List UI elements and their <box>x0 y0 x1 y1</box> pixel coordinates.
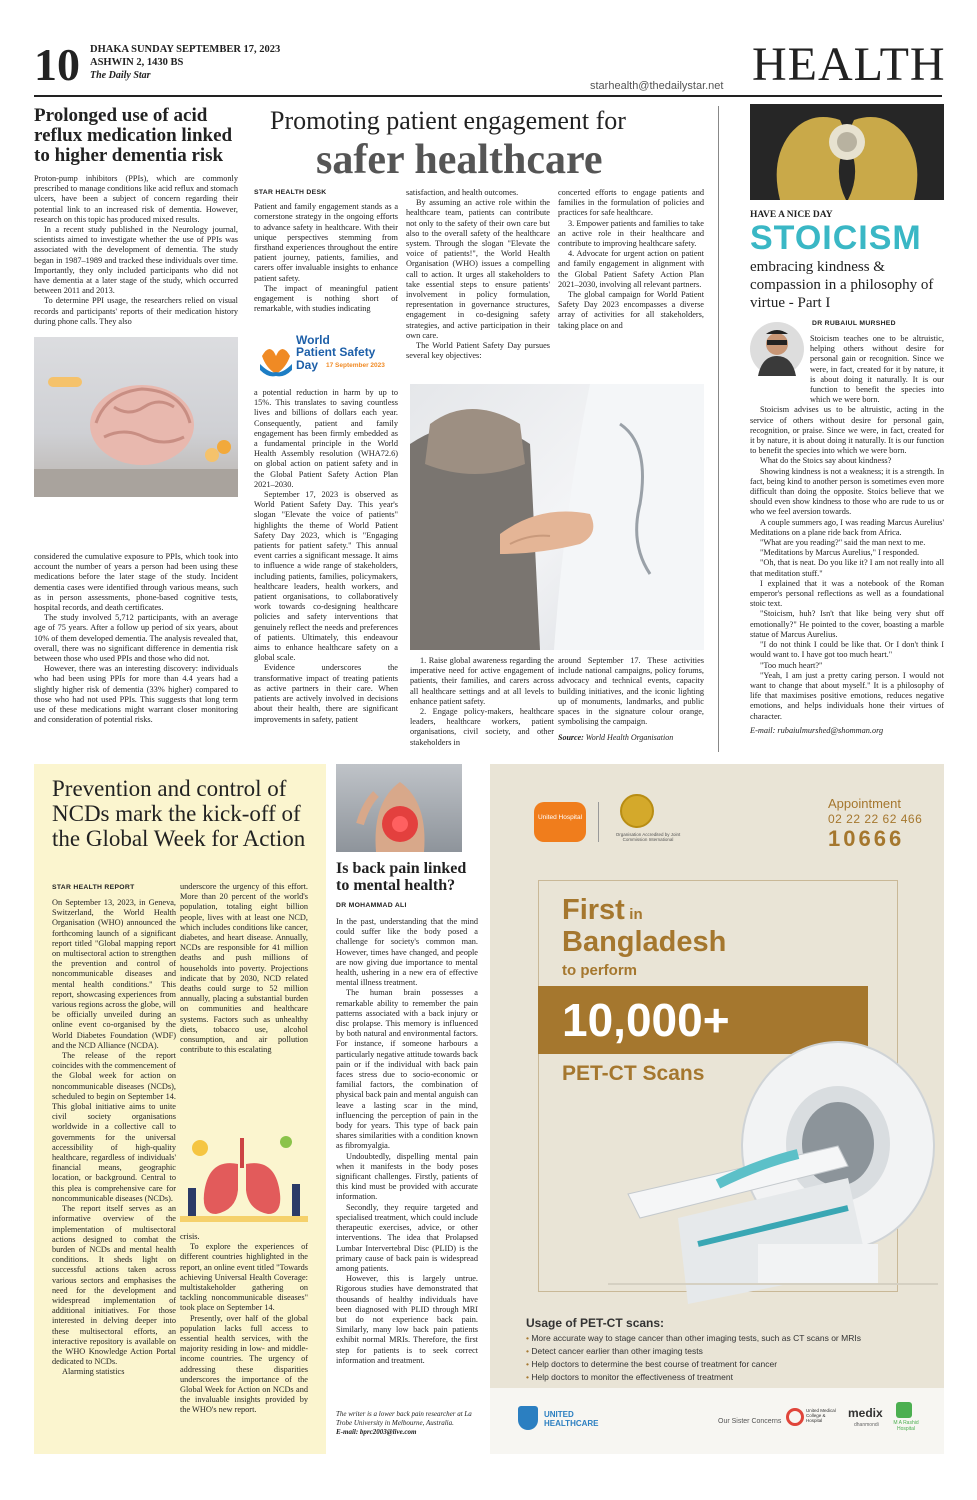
promo-m3: Evidence underscores the transformative impact of treating patients as active partners in their care. When patients are actively involved in decisions about their health, there are significant improvements in safety, patient <box>254 663 398 724</box>
wpsd-logo <box>256 328 400 382</box>
back-p5: However, this is largely untrue. Rigorous studies have demonstrated that thousands of healthy individuals have been diagnosed with PLID through MRI but do not experience back pain. Similarly, many low back pain patients exhibit normal MRIs. Therefore, the first step for patients is to seek correct information and treatment. <box>336 1274 478 1365</box>
ncd-headline: Prevention and control of NCDs mark the kick-off of the Global Week for Action <box>52 776 306 851</box>
ncd-a1: On September 13, 2023, in Geneva, Switzerland, the World Health Organisation (WHO) announced the forthcoming launch of a significant report titled "Global mapping report on multisectoral action to strengthen the prevention and control of noncommunicable diseases and mental health conditions." This report, showcasing experiences from various regions across the globe, will be officially unveiled during an online event co-organised by the World Diabetes Foundation (WDF) and the NCD Alliance (NCDA). <box>52 898 176 1050</box>
stoic-p13: "Yeah, I am just a pretty caring person. I would not want to change that about myself." It is a philosophy of life that maximises positive emotions, reduces negative emotions, and helps individuals hone their virtues of character. <box>750 670 944 721</box>
jci-text: Organisation Accredited by Joint Commission International <box>615 832 681 842</box>
ad-first: First <box>562 894 625 926</box>
appointment-label: Appointment <box>828 796 901 811</box>
wpsd-world: World <box>296 333 330 347</box>
united-logo <box>534 802 586 842</box>
wpsd-patient: Patient Safety <box>296 345 376 359</box>
ad-footer <box>490 1388 944 1454</box>
paper-name: The Daily Star <box>90 70 151 81</box>
stoic-p6: "What are you reading?" said the man next to me. <box>760 538 926 548</box>
ncd-b4: Presently, over half of the global population lacks full access to essential health services, with the majority residing in low- and middle-income countries. The urgency of addressing these disparities underscores the importance of the Global Week for Action on NCDs and the invaluable insights provided by the WHO's new report. <box>180 1313 308 1415</box>
promo-c3c: 4. Advocate for urgent action on patient and family engagement in alignment with the Global Patient Safety Action Plan 2021–2030, involving all relevant partners. <box>558 249 704 289</box>
stoic-p4: Showing kindness is not a weakness; it is a strength. In fact, being kind to another person is sometimes even more difficult than doing the opposite. Stoics believe that we should even show kindness to those who are rude to us or who we feel aversion towards. <box>750 466 944 517</box>
page-number: 10 <box>34 39 80 90</box>
masthead-rule <box>34 95 942 97</box>
acid-continued <box>34 552 238 752</box>
usage-list <box>526 1332 926 1384</box>
back-byline: DR MOHAMMAD ALI <box>336 902 407 909</box>
promo-c1b: The impact of meaningful patient engagement is nothing short of remarkable, with studies indicating <box>254 283 398 314</box>
promo-b2: 2. Engage policy-makers, healthcare leaders, healthcare workers, patient organisations, civil society, and other stakeholders in <box>410 707 554 747</box>
lungs-icon <box>180 1118 308 1228</box>
lungs-illustration <box>180 1118 308 1228</box>
ncd-byline: STAR HEALTH REPORT <box>52 884 135 891</box>
promo-headline-big: safer healthcare <box>316 137 603 183</box>
date-line: DHAKA SUNDAY SEPTEMBER 17, 2023 <box>90 44 281 55</box>
sister-sub-2: dhanmondi <box>854 1422 879 1428</box>
promo-c3: concerted efforts to engage patients and families in the formulation of policies and practices for safe healthcare. <box>558 188 704 218</box>
united-logo-text: United Hospital <box>537 814 583 821</box>
ncd-b3: To explore the experiences of different countries highlighted in the report, an online event titled "Towards achieving Universal Health Coverage: multistakeholder gathering on tackling noncommunicable diseases" took place on September 14. <box>180 1242 308 1313</box>
ad-logo-divider <box>598 802 599 842</box>
acid-p3: To determine PPI usage, the researchers relied on visual records and participants' reports of their medication history during phone calls. They also <box>34 296 238 326</box>
ncd-a3: The report itself serves as an informative overview of the implementation of multisectoral actions designed to combat the burden of NCDs and mental health conditions. It sheds light on successful actions taken across various sectors and emphasises the need for the development and widespread implementation of additional initiatives. For those interested in delving deeper into these multisectoral efforts, an interactive repository is available on the WHO Knowledge Action Portal dedicated to NCDs. <box>52 1204 176 1367</box>
promo-source: World Health Organisation <box>585 733 674 743</box>
stoic-p7: "Meditations by Marcus Aurelius," I responded. <box>760 548 920 558</box>
back-pain-icon <box>336 764 462 852</box>
promo-m2: September 17, 2023 is observed as World Patient Safety Day. This year's slogan "Elevate the voice of patients" highlights the theme of World Patient Safety Day 2023, which is "Engaging patients for patient safety." This annual event carries a significant message. It aims to influence a wide range of stakeholders, including patients, families, policymakers, healthcare leaders, health workers, and patient organisations, to collaboratively work towards co-designing healthcare policies and safety interventions that genuinely reflect the needs and preferences of patients. Ultimately, this endeavour aims to enhance healthcare safety on a global scale. <box>254 490 398 663</box>
ncd-b1: underscore the urgency of this effort. More than 20 percent of the world's population, totaling eight billion people, lives with at least one NCD, which includes conditions like cancer, diabetes, and heart disease. Annually, NCDs are responsible for 41 million deaths and push millions of households into poverty. Projections indicate that by 2030, NCD related deaths could surge to 52 million annually, placing a substantial burden on communities and healthcare systems. Factors such as unhealthy diets, tobacco use, alcohol consumption, and air pollution contribute to this escalating <box>180 882 308 1055</box>
promo-headline-top: Promoting patient engagement for <box>270 106 626 135</box>
jci-seal <box>620 794 654 828</box>
pet-ct-scanner-image <box>608 1034 938 1304</box>
sister-name-2: medix <box>848 1406 883 1420</box>
stoic-p10: "Stoicism, huh? Isn't that like being very shut off emotionally?" He pointed to the cover, boasting a marble statue of Marcus Aurelius. <box>750 609 944 639</box>
appointment-phone[interactable]: 02 22 22 62 466 <box>828 812 923 826</box>
bullet-icon: • <box>526 1372 532 1382</box>
acid-p6: However, there was an interesting discovery: individuals who had been using PPIs for more than 4.4 years had a slightly higher risk of dementia (33% higher) compared to those who had not used PPIs. This suggests that long term use of these medications might warrant closer monitoring and consideration of potential risks. <box>34 664 238 725</box>
promo-c2b: By assuming an active role within the healthcare team, patients can contribute not only to the safety of their own care but also to the overall safety of the healthcare system. Through the slogan "Elevate the voice of patients!", the World Health Organisation (WHO) issues a compelling call to action. It urges all stakeholders to take essential steps to ensure patients' involvement in policy formulation, representation in governance structures, engagement in co-designing safety strategies, and active participation in their own care. <box>406 198 550 340</box>
bullet-icon: • <box>526 1359 532 1369</box>
promo-c3b: 3. Empower patients and families to take an active role in their healthcare and contribute to improving healthcare safety. <box>558 218 704 249</box>
back-author-note: The writer is a lower back pain researcher at La Trobe University in Melbourne, Australia. <box>336 1410 472 1427</box>
ad-country: Bangladesh <box>562 926 727 958</box>
pet-ct-scanner-icon <box>608 1034 938 1304</box>
back-article <box>336 764 478 1464</box>
wpsd-day: Day <box>296 358 319 372</box>
usage-item: • More accurate way to stage cancer than other imaging tests, such as CT scans or MRIs <box>526 1333 861 1343</box>
promo-c2: satisfaction, and health outcomes. <box>406 188 519 197</box>
back-headline: Is back pain linked to mental health? <box>336 860 467 894</box>
stoic-p11: "I do not think I could be like that. Or I don't think I would want to. I have got too much heart." <box>750 640 944 660</box>
patient-care-photo <box>410 384 704 650</box>
contact-email[interactable]: starhealth@thedailystar.net <box>590 80 724 92</box>
acid-p1: Proton-pump inhibitors (PPIs), which are commonly prescribed to manage conditions like acid reflux and stomach ulcers, have been a subject of concern regarding their potential link to an increased risk of dementia. However, research on this topic has produced mixed results. <box>34 174 238 224</box>
promo-c1: Patient and family engagement stands as a cornerstone strategy in the ongoing efforts to advance safety in healthcare. With their unique perspectives stemming from firsthand experiences throughout the entire patient journey, patients, families, and carers offer invaluable insights to enhance patient safety. <box>254 202 398 283</box>
stoic-p1: Stoicism teaches one to be altruistic, helping others without desire for personal gain or recognition. Since we were, in fact, created for it by nature, it is about doing it naturally. It is our function to benefit the species into which we were born. <box>810 334 944 405</box>
usage-title: Usage of PET-CT scans: <box>526 1316 665 1330</box>
ncd-a4: Alarming statistics <box>62 1367 125 1377</box>
united-healthcare-logo <box>518 1406 538 1430</box>
stoic-p5: A couple summers ago, I was reading Marcus Aurelius' Meditations on a plane ride back from Africa. <box>750 517 944 537</box>
back-p4: Secondly, they require targeted and specialised treatment, which could include therapeutic exercises, advice, or other interventions. The idea that Prolapsed Lumbar Intervertebral Disc (PLID) is the primary cause of back pain is widespread among patients. <box>336 1202 478 1273</box>
stoic-p3: What do the Stoics say about kindness? <box>760 456 892 466</box>
united-healthcare-text: UNITED HEALTHCARE <box>544 1410 599 1428</box>
brain-model-icon <box>34 337 238 497</box>
back-email[interactable]: E-mail: bprc2003@live.com <box>336 1428 417 1436</box>
back-p3: Undoubtedly, dispelling mental pain when it manifests in the body poses significant challenges. Firstly, patients of this kind must be provided with accurate information. <box>336 1151 478 1202</box>
column-divider <box>718 106 719 752</box>
sister-label: Our Sister Concerns <box>718 1418 782 1425</box>
stoic-title: STOICISM <box>750 219 922 257</box>
stoic-p8: "Oh, that is neat. Do you like it? I am not really into all that meditation stuff." <box>750 558 944 578</box>
back-pain-photo <box>336 764 462 852</box>
ad-number: 10,000+ <box>562 994 730 1046</box>
stoic-byline: DR RUBAIUL MURSHED <box>812 320 896 327</box>
acid-p4: considered the cumulative exposure to PPIs, which took into account the number of years a person had been using these medications before the later stage of the study. Incident dementia cases were identified through various means, such as in person assessments, phone-based cognitive tests, hospital records, and death certificates. <box>34 552 238 613</box>
usage-item: • Help doctors to determine the best course of treatment for cancer <box>526 1359 778 1369</box>
back-p1: In the past, understanding that the mind could suffer like the body posed a challenge for society's common man. However, times have changed, and people are now giving due importance to mental health, ushering in a new era of effective mental illness treatment. <box>336 917 478 988</box>
promo-b3: around September 17. These activities include national campaigns, policy forums, advocacy and technical events, capacity building initiatives, and the iconic lighting up of monuments, landmarks, and public spaces in the signature colour orange, symbolising the campaign. <box>558 656 704 727</box>
brain-photo <box>34 337 238 497</box>
usage-item: • Detect cancer earlier than other imaging tests <box>526 1346 703 1356</box>
doctor-patient-illustration <box>410 384 704 650</box>
bullet-icon: • <box>526 1333 532 1343</box>
sister-name-3: M A Rashid Hospital <box>893 1420 919 1432</box>
sister-logo-1 <box>786 1408 804 1426</box>
promo-c2c: The World Patient Safety Day pursues several key objectives: <box>406 341 550 361</box>
wpsd-date: 17 September 2023 <box>326 362 385 369</box>
ad-scans: PET-CT Scans <box>562 1062 705 1085</box>
stoic-p12: "Too much heart?" <box>760 660 823 670</box>
united-hospital-ad[interactable] <box>490 764 944 1454</box>
acid-p2: In a recent study published in the Neurology journal, scientists aimed to investigate whether the use of PPIs was associated with the development of dementia. The study began in 1987–1989 and tracked these individuals over time. Importantly, they only included participants who did not have dementia at a later stage of the study, which occurred between 2011 and 2013. <box>34 225 238 296</box>
stoic-article <box>750 104 944 754</box>
hotline-number[interactable]: 10666 <box>828 826 905 851</box>
bullet-icon: • <box>526 1346 532 1356</box>
acid-p5: The study involved 5,712 participants, with an average age of 75 years. After a follow up period of six years, about 10% of them developed dementia. The analysis revealed that, overall, there was no significant difference in dementia risk between those who used PPIs and those who did not. <box>34 613 238 664</box>
sister-name-1: United Medical College & Hospital <box>806 1408 836 1423</box>
stoic-p9: I explained that it was a notebook of the Roman emperor's personal reflections as well as a foundational stoic text. <box>750 578 944 609</box>
section-title: HEALTH <box>752 38 946 91</box>
back-p2: The human brain possesses a remarkable ability to remember the pain patterns associated with a back injury or disc prolapse. This memory is influenced by both natural and environmental factors. For instance, if someone harbours a particularly negative attitude towards back pain or if the individual with back pain faces stress due to socio-economic or familial factors, the combination of physical back pain and mental anguish can leave a lasting scar in the mind, influencing the perception of pain in the body for years. This type of back pain shares similarities with a condition known as fibromyalgia. <box>336 988 478 1151</box>
stoic-subtitle: embracing kindness & compassion in a philosophy of virtue - Part I <box>750 259 934 311</box>
acid-headline: Prolonged use of acid reflux medication linked to higher dementia risk <box>34 105 233 166</box>
stoic-kicker: HAVE A NICE DAY <box>750 210 833 220</box>
promo-article <box>254 106 710 756</box>
source-label: Source: <box>558 733 584 743</box>
promo-m1: a potential reduction in harm by up to 15%. This translates to saving countless lives and billions of dollars each year. Consequently, patient and family engagement has been firmly embedded as a fundamental principle in the World Health Assembly resolution (WHA72.6) on global action on patient safety and in the Global Patient Safety Action Plan 2021–2030. <box>254 388 398 489</box>
hands-heart-icon <box>258 336 294 376</box>
promo-c3d: The global campaign for World Patient Safety Day 2023 encompasses a diverse array of activities for all stakeholders, taking place on and <box>558 290 704 330</box>
stoic-email[interactable]: E-mail: rubaiulmurshed@shomman.org <box>750 725 884 735</box>
ncd-article <box>34 764 326 1454</box>
stoic-p2: Stoicism advises us to be altruistic, acting in the service of others without desire for personal gain, recognition, or praise. Since we were, in fact, created for it by nature, it is about doing it naturally. It is our function to benefit the species into which we were born. <box>750 405 944 456</box>
promo-byline: STAR HEALTH DESK <box>254 189 327 196</box>
ncd-a2: The release of the report coincides with the commencement of the Global week for action on noncommunicable diseases (NCDs), scheduled to begin on September 14. This global initiative aims to unite civil society organisations worldwide in a collective call to governments for the universal accessibility of high-quality healthcare, regardless of individuals' financial means, geographic location, or background. Central to this plea is comprehensive care for noncommunicable diseases (NCDs). <box>52 1051 176 1203</box>
stoic-art <box>750 104 944 200</box>
masthead <box>0 0 977 104</box>
ncd-b2: crisis. <box>180 1232 200 1241</box>
sister-logo-3 <box>896 1402 912 1418</box>
ad-to-perform: to perform <box>562 962 637 979</box>
bangla-date: ASHWIN 2, 1430 BS <box>90 57 184 68</box>
promo-b1: 1. Raise global awareness regarding the imperative need for active engagement of patients, their families, and carers across all healthcare settings and at all levels to enhance patient safety. <box>410 656 554 706</box>
ad-in: in <box>629 906 643 923</box>
mind-heads-icon <box>750 104 944 200</box>
usage-item: • Help doctors to monitor the effectiveness of treatment <box>526 1372 733 1382</box>
